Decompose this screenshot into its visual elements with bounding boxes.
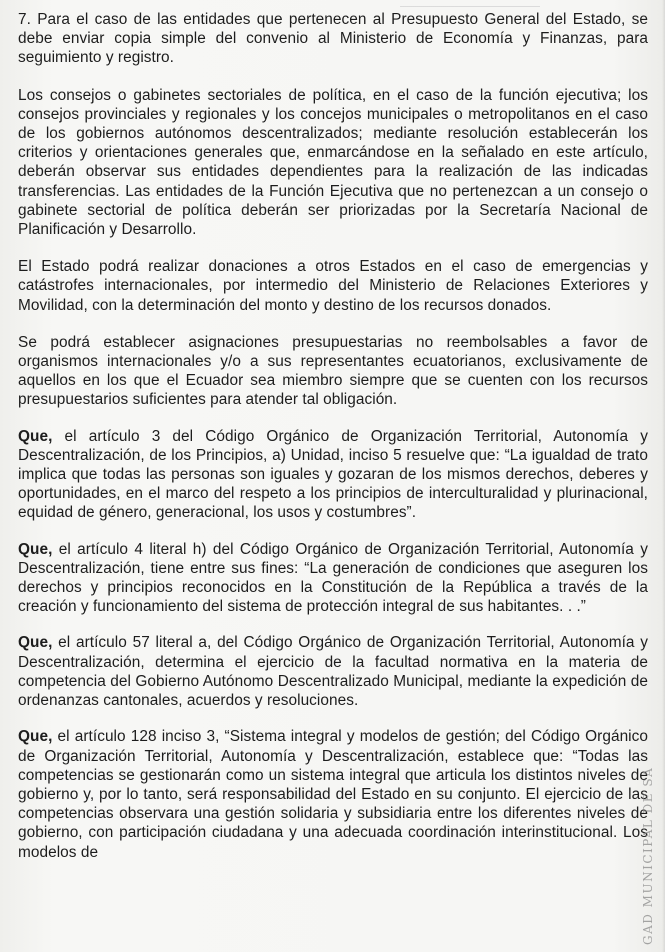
- paragraph-asignaciones: [18, 333, 648, 410]
- paragraph-que-articulo-4: [18, 540, 648, 617]
- paragraph-lead: Que,: [18, 728, 53, 746]
- paragraph-consejos: [18, 86, 648, 240]
- paragraph-item-7: [18, 10, 648, 68]
- paragraph-text: el artículo 128 inciso 3, “Sistema integral y modelos de gestión; del Código Orgánico de Organización Territorial, Autonomía y Descentralización, establece que: “Todas las competencias se gestionarán como un sistema integral que articula los distintos niveles de gobierno y, por lo tanto, será responsabilidad del Estado en su conjunto. El ejercicio de las competencias observara una gestión solidaria y subsidiaria entre los diferentes niveles de gobierno, con participación ciudadana y una adecuada coordinación interinstitucional. Los modelos de: [18, 728, 648, 861]
- top-stamp-mark: [400, 0, 540, 7]
- paragraph-text: El Estado podrá realizar donaciones a otros Estados en el caso de emergencias y catástrofes internacionales, por intermedio del Ministerio de Relaciones Exteriores y Movilidad, con la determinación del monto y destino de los recursos donados.: [18, 258, 648, 314]
- paragraph-que-articulo-3: [18, 427, 648, 523]
- paragraph-text: Se podrá establecer asignaciones presupuestarias no reembolsables a favor de organismos internacionales y/o a sus representantes ecuatorianos, exclusivamente de aquellos en los que el Ecuador sea miembro siempre que se cuenten con los recursos presupuestarios suficientes para atender tal obligación.: [18, 333, 648, 409]
- municipal-stamp: GAD MUNICIPAL DE SA: [641, 766, 655, 945]
- paragraph-lead: Que,: [18, 427, 53, 445]
- paragraph-lead: Que,: [18, 540, 53, 558]
- paragraph-text: 7. Para el caso de las entidades que pertenecen al Presupuesto General del Estado, se debe enviar copia simple del convenio al Ministerio de Economía y Finanzas, para seguimiento y registro.: [18, 11, 648, 67]
- paragraph-text: el artículo 4 literal h) del Código Orgánico de Organización Territorial, Autonomía y Descentralización, tiene entre sus fines: “La generación de condiciones que aseguren los derechos y principios reconocidos en la Constitución de la República a través de la creación y funcionamiento del sistema de protección integral de sus habitantes. . .”: [18, 540, 648, 616]
- paragraph-que-articulo-57: [18, 633, 648, 710]
- paragraph-que-articulo-128: [18, 727, 648, 861]
- paragraph-donaciones: [18, 257, 648, 315]
- paragraph-text: Los consejos o gabinetes sectoriales de política, en el caso de la función ejecutiva; los consejos provinciales y regionales y los concejos municipales o metropolitanos en el caso de los gobiernos autónomos descentralizados; mediante resolución establecerán los criterios y orientaciones generales que, enmarcándose en la señalado en este artículo, deberán observar sus entidades dependientes para la realización de las indicadas transferencias. Las entidades de la Función Ejecutiva que no pertenezcan a un consejo o gabinete sectorial de política deberán ser priorizadas por la Secretaría Nacional de Planificación y Desarrollo.: [18, 86, 648, 239]
- paragraph-lead: Que,: [18, 634, 53, 652]
- paragraph-text: el artículo 57 literal a, del Código Orgánico de Organización Territorial, Autonomía y Descentralización, determina el ejercicio de la facultad normativa en la materia de competencia del Gobierno Autónomo Descentralizado Municipal, mediante la expedición de ordenanzas cantonales, acuerdos y resoluciones.: [18, 634, 648, 710]
- paragraph-text: el artículo 3 del Código Orgánico de Organización Territorial, Autonomía y Descentralización, de los Principios, a) Unidad, inciso 5 resuelve que: “La igualdad de trato implica que todas las personas son iguales y gozaran de los mismos derechos, deberes y oportunidades, en el marco del respeto a los principios de interculturalidad y plurinacional, equidad de género, generacional, los usos y costumbres”.: [18, 427, 648, 522]
- document-body: [18, 10, 648, 879]
